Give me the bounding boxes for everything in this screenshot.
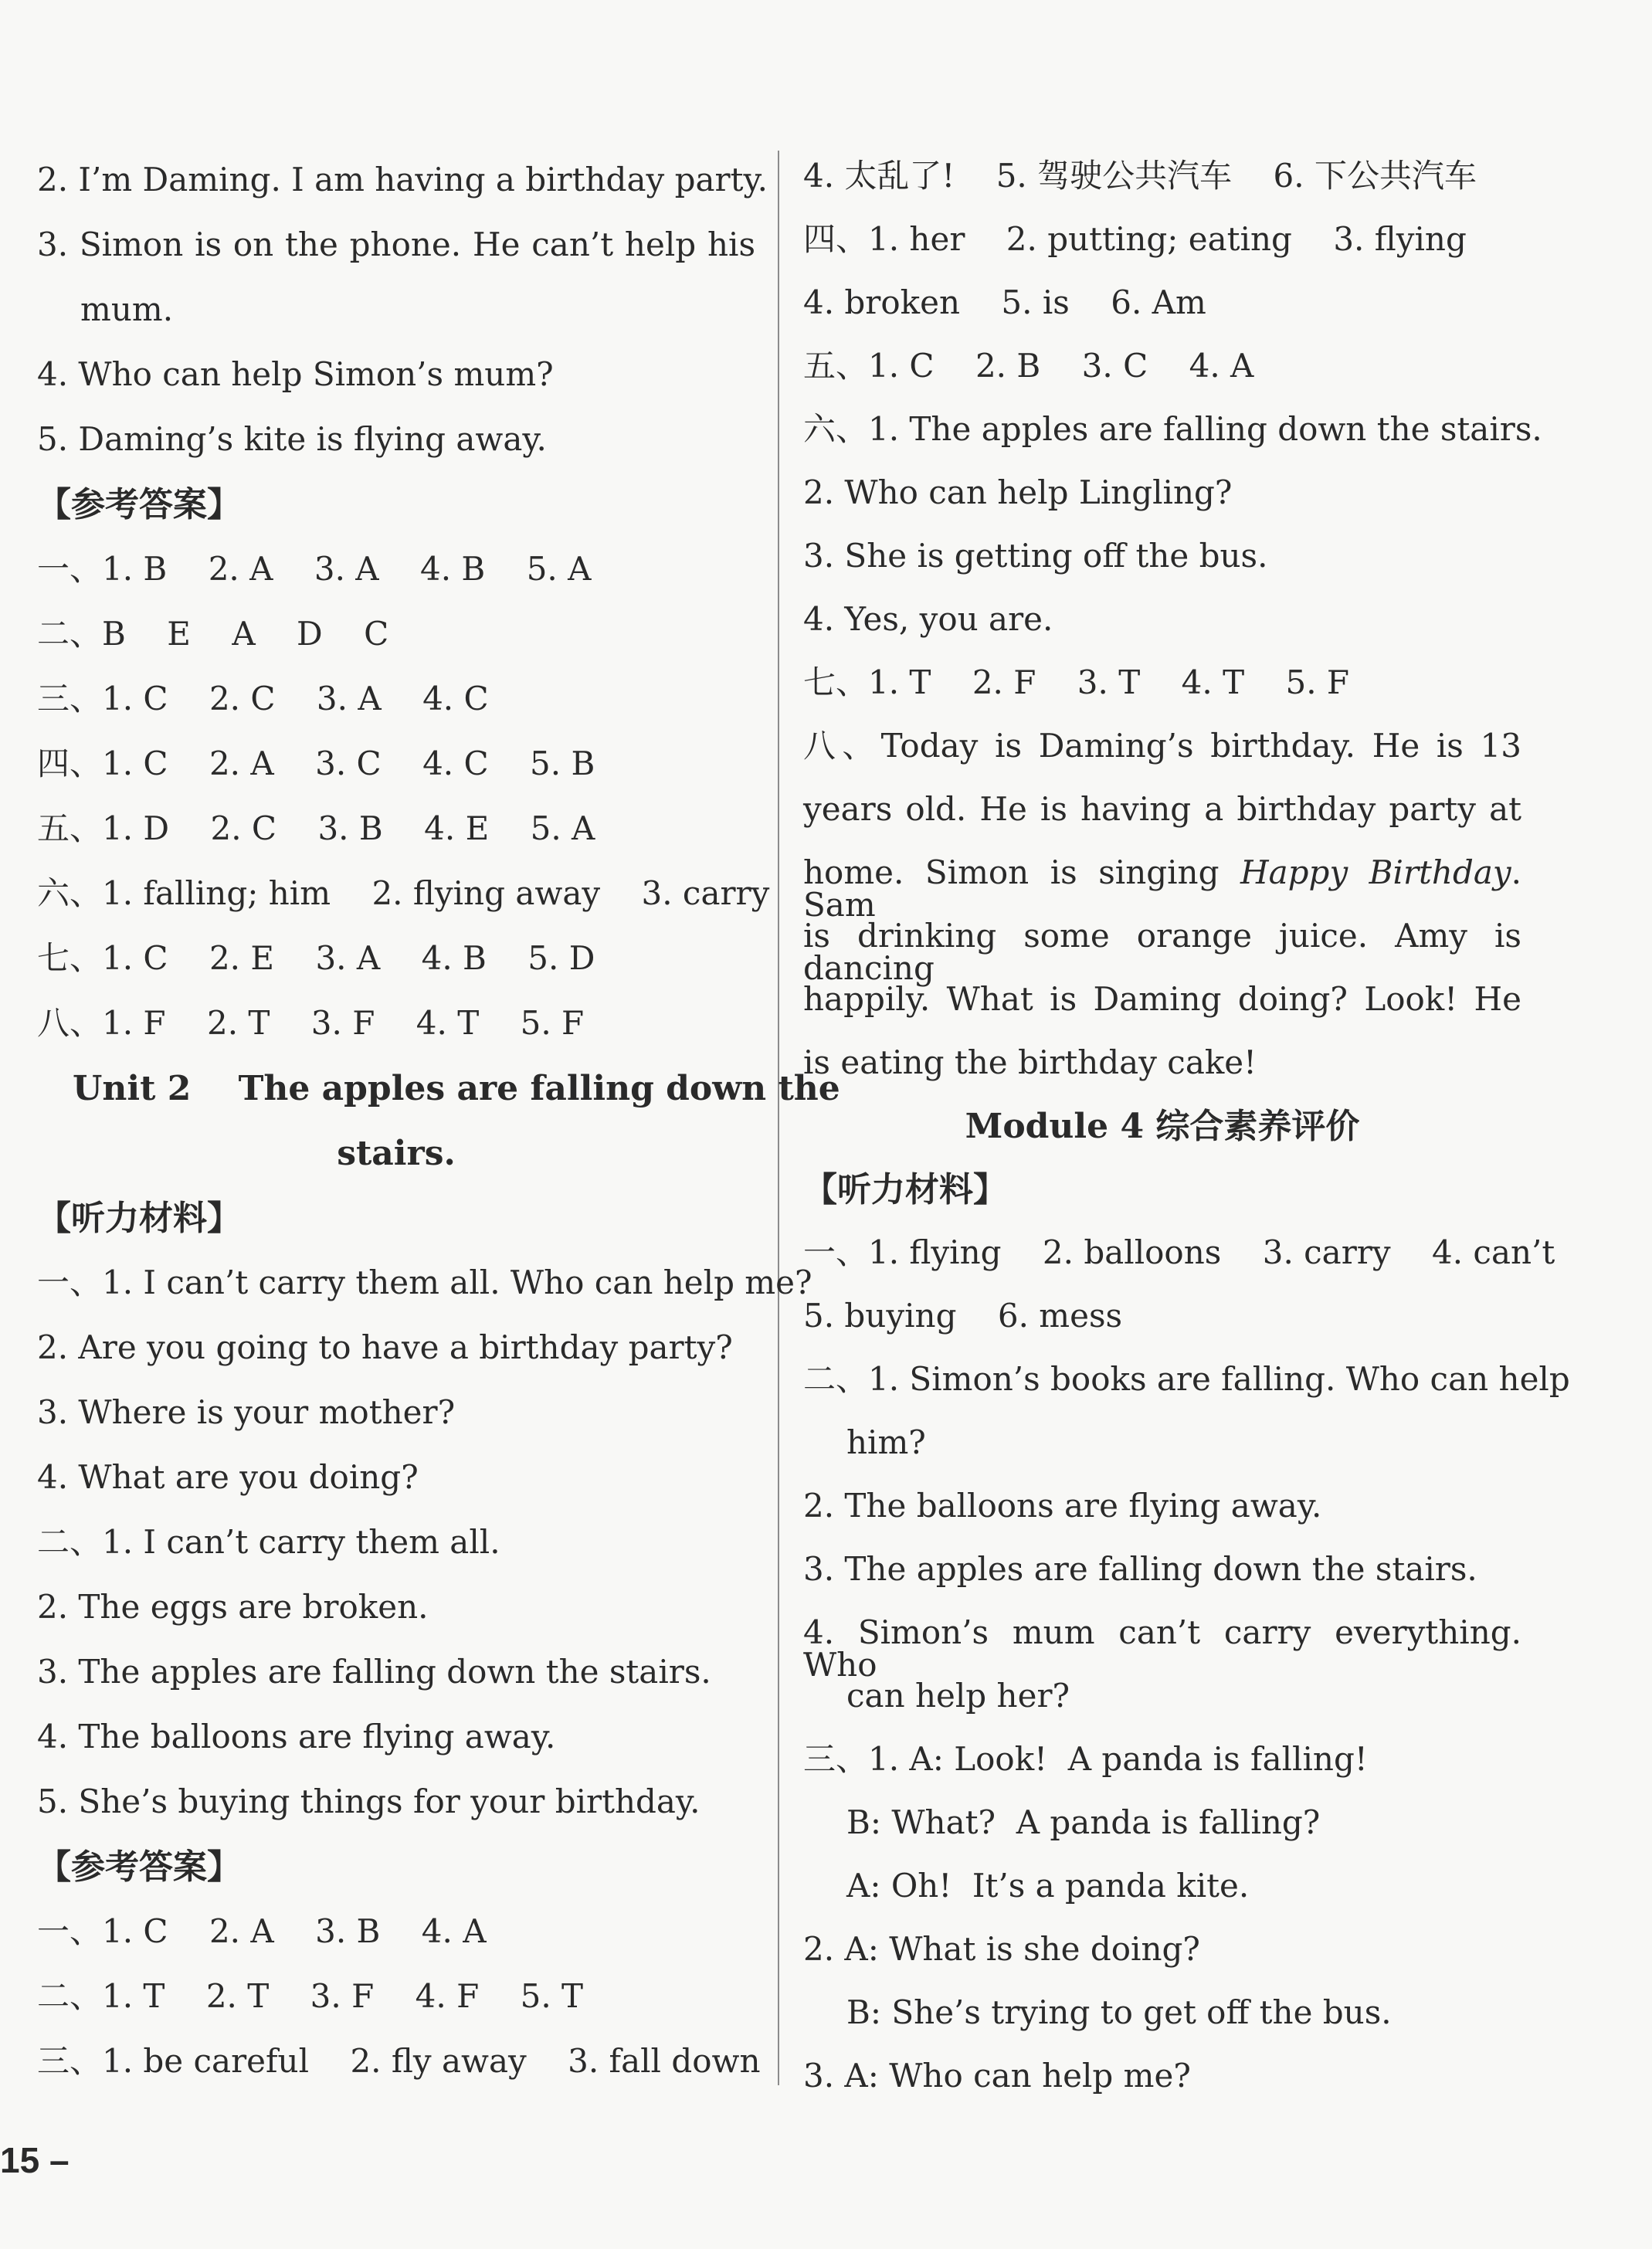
right-column-line: years old. He is having a birthday party at	[803, 790, 1521, 828]
left-column-line: 一、1. I can’t carry them all. Who can help me?	[37, 1264, 812, 1301]
left-column-line: 一、1. C 2. A 3. B 4. A	[37, 1912, 487, 1950]
right-column-line: 二、1. Simon’s books are falling. Who can help	[803, 1360, 1570, 1398]
left-column-line: 三、1. C 2. C 3. A 4. C	[37, 680, 489, 717]
right-column-line: 3. The apples are falling down the stairs.	[803, 1550, 1477, 1588]
right-column-line: 六、1. The apples are falling down the stairs.	[803, 410, 1542, 448]
right-column-line: B: What? A panda is falling?	[846, 1803, 1321, 1841]
right-column-line: can help her?	[846, 1677, 1070, 1715]
left-column-line: 二、1. T 2. T 3. F 4. F 5. T	[37, 1977, 584, 2015]
right-column-line: 2. Who can help Lingling?	[803, 473, 1233, 511]
right-column-line: 三、1. A: Look! A panda is falling!	[803, 1740, 1368, 1778]
left-column-line: 一、1. B 2. A 3. A 4. B 5. A	[37, 550, 592, 588]
right-column-line: 五、1. C 2. B 3. C 4. A	[803, 347, 1254, 385]
right-column-line	[803, 853, 1521, 924]
italic-song-title: Happy Birthday	[1240, 853, 1511, 891]
right-column-line: 4. broken 5. is 6. Am	[803, 283, 1206, 321]
right-column-line: 4. 太乱了! 5. 驾驶公共汽车 6. 下公共汽车	[803, 157, 1477, 195]
right-column-line: 2. A: What is she doing?	[803, 1930, 1200, 1968]
left-column-line: 【参考答案】	[37, 485, 241, 524]
left-column-line: 3. Simon is on the phone. He can’t help his	[37, 226, 755, 263]
right-column-line: him?	[846, 1423, 926, 1461]
right-column-line: 四、1. her 2. putting; eating 3. flying	[803, 220, 1467, 258]
left-column-line: 2. Are you going to have a birthday party?	[37, 1328, 733, 1366]
right-column-line: 3. She is getting off the bus.	[803, 537, 1268, 575]
column-divider	[778, 151, 779, 2085]
right-column-line: 3. A: Who can help me?	[803, 2057, 1191, 2095]
left-column-line: 八、1. F 2. T 3. F 4. T 5. F	[37, 1004, 585, 1042]
left-column-line: 4. Who can help Simon’s mum?	[37, 355, 554, 393]
left-column-line: 七、1. C 2. E 3. A 4. B 5. D	[37, 939, 595, 977]
line-text-after: . Sam	[803, 853, 1521, 924]
left-column-line: 三、1. be careful 2. fly away 3. fall down	[37, 2042, 761, 2080]
right-column-line: Module 4 综合素养评价	[965, 1107, 1360, 1146]
left-column-line: 二、1. I can’t carry them all.	[37, 1523, 500, 1561]
line-text: home. Simon is singing	[803, 853, 1219, 891]
right-column-line: 4. Yes, you are.	[803, 600, 1053, 638]
left-column-line: 3. Where is your mother?	[37, 1393, 456, 1431]
right-column-line: is eating the birthday cake!	[803, 1043, 1257, 1081]
left-column-line: mum.	[80, 290, 174, 328]
left-column-line: 二、B E A D C	[37, 615, 389, 653]
left-column-line: 5. Daming’s kite is flying away.	[37, 420, 547, 458]
right-column-line: 八、Today is Daming’s birthday. He is 13	[803, 727, 1521, 765]
right-column-line: is drinking some orange juice. Amy is dancing	[803, 917, 1521, 987]
page-number: 15 –	[0, 2140, 70, 2180]
left-column-line: 【参考答案】	[37, 1847, 241, 1887]
left-column-line: 2. The eggs are broken.	[37, 1588, 429, 1626]
left-column-line: 四、1. C 2. A 3. C 4. C 5. B	[37, 745, 595, 782]
right-column-line: happily. What is Daming doing? Look! He	[803, 980, 1521, 1018]
right-column-line: A: Oh! It’s a panda kite.	[846, 1867, 1250, 1905]
left-column-line: 5. She’s buying things for your birthday.	[37, 1783, 700, 1820]
left-column-line: Unit 2 The apples are falling down the	[73, 1069, 840, 1108]
right-column-line: 2. The balloons are flying away.	[803, 1487, 1322, 1525]
left-column-line: 3. The apples are falling down the stairs.	[37, 1653, 711, 1691]
left-column-line: stairs.	[337, 1134, 456, 1173]
right-column-line: 4. Simon’s mum can’t carry everything. Who	[803, 1613, 1521, 1684]
left-column-line: 五、1. D 2. C 3. B 4. E 5. A	[37, 809, 595, 847]
left-column-line: 2. I’m Daming. I am having a birthday party.	[37, 161, 768, 198]
left-column-line: 六、1. falling; him 2. flying away 3. carry	[37, 874, 770, 912]
left-column-line: 4. What are you doing?	[37, 1458, 419, 1496]
right-column-line: 一、1. flying 2. balloons 3. carry 4. can’t	[803, 1233, 1555, 1271]
right-column-line: 5. buying 6. mess	[803, 1297, 1123, 1335]
right-column-line: 【听力材料】	[803, 1170, 1007, 1209]
right-column-line: 七、1. T 2. F 3. T 4. T 5. F	[803, 663, 1350, 701]
right-column-line: B: She’s trying to get off the bus.	[846, 1993, 1392, 2031]
left-column-line: 4. The balloons are flying away.	[37, 1718, 556, 1755]
left-column-line: 【听力材料】	[37, 1199, 241, 1238]
